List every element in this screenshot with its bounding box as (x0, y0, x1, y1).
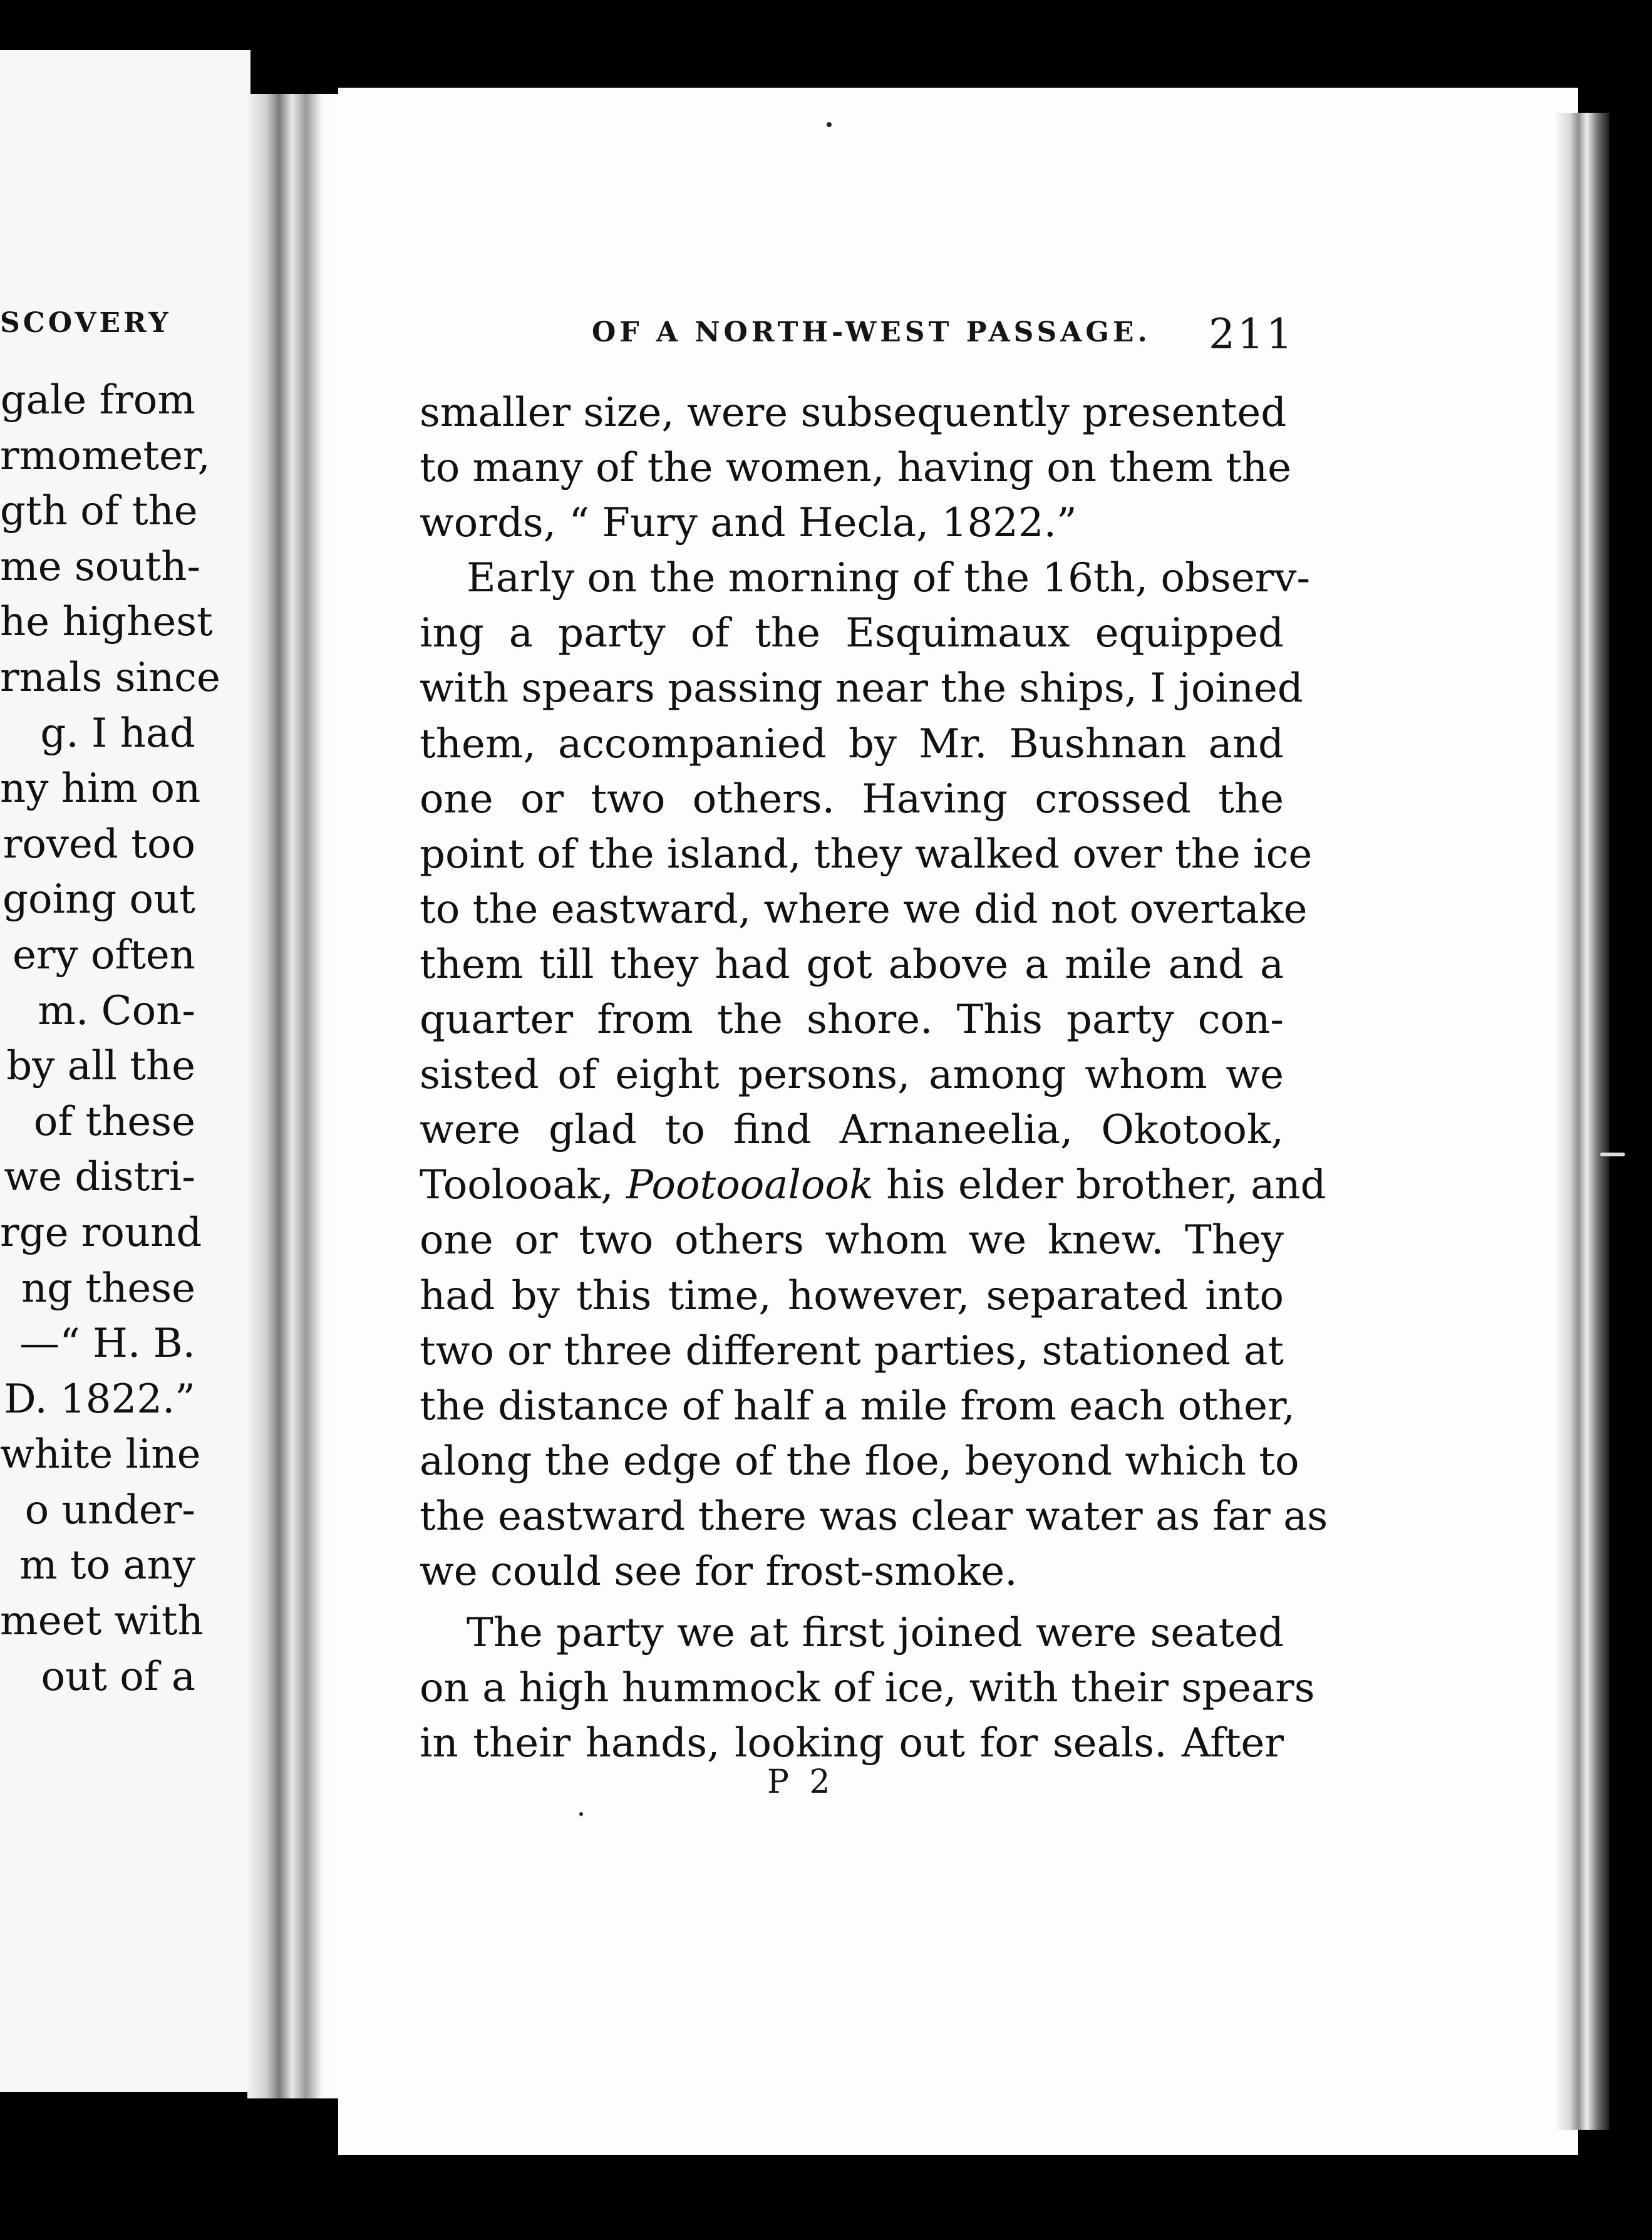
left-text-line: ng these (21, 1265, 195, 1312)
paragraph-first-line: Early on the morning of the 16th, observ- (467, 555, 1311, 602)
text-line: the distance of half a mile from each other, (420, 1382, 1295, 1429)
running-head: OF A NORTH-WEST PASSAGE. (592, 316, 1151, 348)
text-line: one or two others. Having crossed the (420, 775, 1284, 822)
text-line: the eastward there was clear water as far as (420, 1493, 1328, 1540)
body-text (420, 385, 1328, 1771)
text-line: we could see for frost-smoke. (420, 1548, 1018, 1595)
text-line: ing a party of the Esquimaux equipped (420, 610, 1284, 657)
text-line: on a high hummock of ice, with their spears (420, 1665, 1315, 1712)
text-line: one or two others whom we knew. They (420, 1217, 1284, 1264)
paper-speck (1600, 1153, 1625, 1156)
paper-speck (827, 122, 832, 127)
left-text-line: we distri- (4, 1154, 195, 1201)
text-line: point of the island, they walked over the ice (420, 831, 1313, 878)
left-text-line: me south- (0, 543, 201, 590)
left-text-line: m to any (19, 1542, 195, 1589)
left-page-text (0, 373, 220, 1704)
text-segment: Toolooak, (420, 1162, 626, 1209)
text-line: were glad to find Arnaneelia, Okotook, (420, 1107, 1284, 1154)
left-text-line: g. I had (40, 710, 195, 757)
text-line-with-italic (420, 1158, 1326, 1213)
italic-name: Pootooalook (626, 1162, 874, 1209)
text-line: along the edge of the floe, beyond which to (420, 1438, 1299, 1485)
text-line: to many of the women, having on them the (420, 445, 1291, 492)
left-text-line: out of a (41, 1653, 195, 1700)
text-line: with spears passing near the ships, I joined (420, 665, 1303, 712)
left-text-line: by all the (6, 1043, 195, 1090)
page-number: 211 (1209, 310, 1295, 358)
text-line: smaller size, were subsequently presented (420, 390, 1287, 436)
left-text-line: —“ H. B. (19, 1320, 195, 1367)
text-line: them, accompanied by Mr. Bushnan and (420, 720, 1284, 767)
left-text-line: o under- (24, 1486, 195, 1533)
left-text-line: rmometer, (0, 432, 210, 479)
left-text-line: rnals since (0, 654, 220, 701)
page-edge-shadow (1553, 113, 1609, 2130)
left-text-line: ery often (13, 931, 195, 978)
left-text-line: of these (33, 1098, 195, 1145)
left-text-line: rge round (0, 1209, 202, 1256)
left-text-line: roved too (3, 821, 195, 868)
left-text-line: gth of the (0, 488, 198, 535)
paragraph-first-line: The party we at first joined were seated (467, 1610, 1284, 1657)
left-text-line: D. 1822.” (4, 1376, 195, 1423)
left-text-line: going out (3, 876, 195, 923)
text-line: words, “ Fury and Hecla, 1822.” (420, 500, 1077, 547)
left-text-line: white line (0, 1431, 201, 1478)
paper-speck (579, 1812, 583, 1816)
left-running-head: SCOVERY (0, 307, 172, 339)
text-line: quarter from the shore. This party con- (420, 997, 1284, 1044)
text-line: sisted of eight persons, among whom we (420, 1052, 1284, 1099)
text-line: had by this time, however, separated into (420, 1272, 1284, 1319)
left-text-line: meet with (0, 1598, 204, 1645)
left-text-line: m. Con- (38, 987, 195, 1034)
text-line: them till they had got above a mile and a (420, 941, 1284, 988)
left-text-line: ny him on (0, 765, 201, 812)
left-text-line: he highest (0, 599, 213, 646)
signature-mark: P 2 (767, 1763, 835, 1801)
left-text-line: gale from (0, 377, 195, 423)
text-line: two or three different parties, stationed at (420, 1327, 1284, 1374)
text-line: to the eastward, where we did not overtake (420, 886, 1308, 933)
text-segment: his elder brother, and (873, 1162, 1326, 1209)
text-line: in their hands, looking out for seals. After (420, 1720, 1284, 1767)
